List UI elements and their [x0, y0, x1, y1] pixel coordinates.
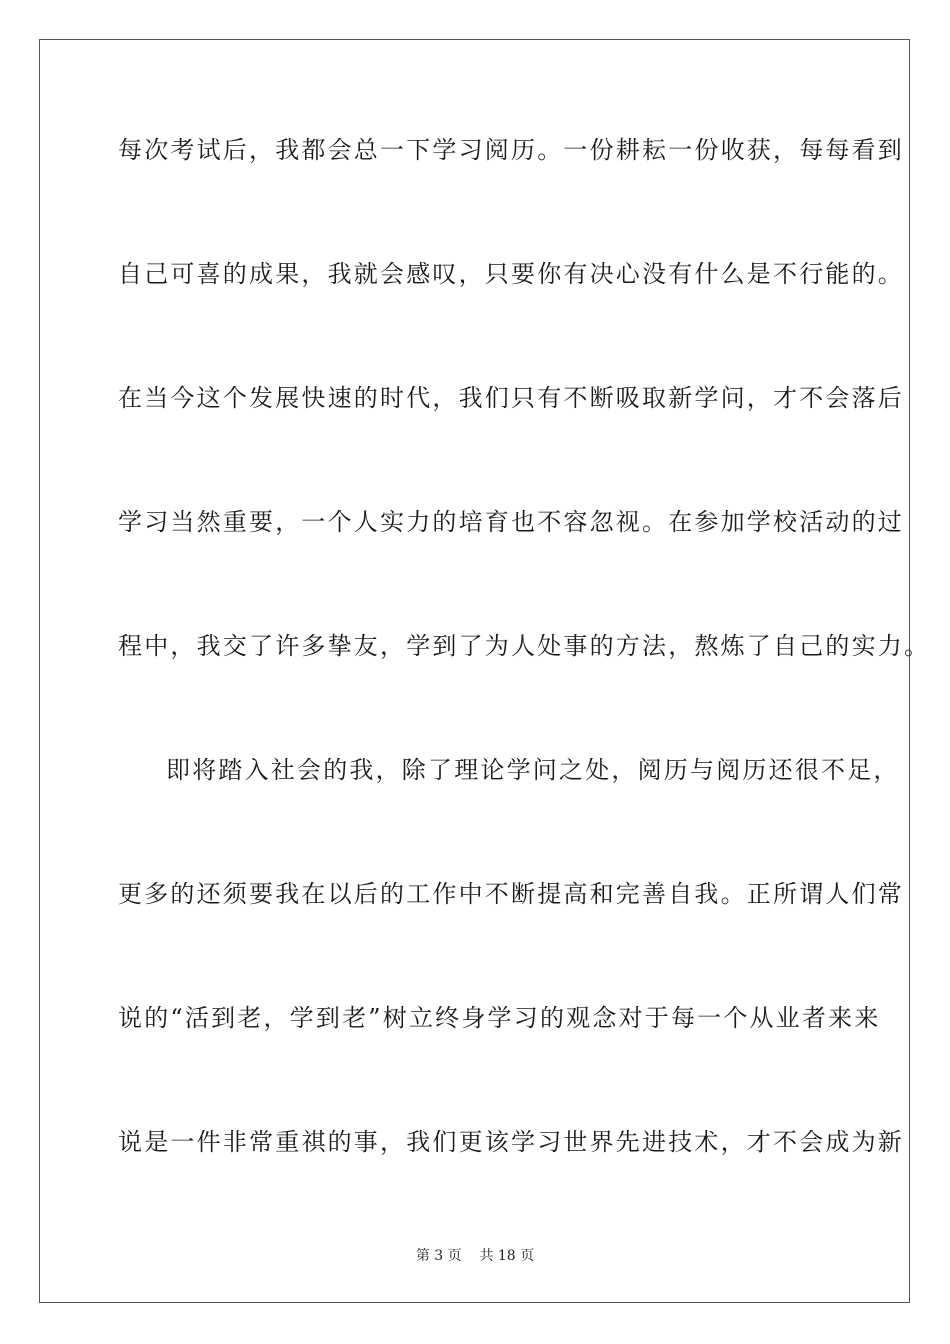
body-line-7: 更多的还须要我在以后的工作中不断提高和完善自我。正所谓人们常 [118, 880, 904, 908]
page-border [39, 39, 910, 1303]
body-line-5: 程中，我交了许多挚友，学到了为人处事的方法，熬炼了自己的实力。 [118, 632, 931, 660]
body-line-9: 说是一件非常重祺的事，我们更该学习世界先进技术，才不会成为新 [118, 1128, 904, 1156]
body-line-2: 自己可喜的成果，我就会感叹，只要你有决心没有什么是不行能的。 [118, 260, 904, 288]
page-footer [0, 1247, 950, 1265]
body-line-8: 说的“活到老，学到老”树立终身学习的观念对于每一个从业者来来 [118, 1004, 881, 1032]
body-line-1: 每次考试后，我都会总一下学习阅历。一份耕耘一份收获，每每看到 [118, 136, 904, 164]
body-line-6: 即将踏入社会的我，除了理论学问之处，阅历与阅历还很不足， [166, 756, 900, 784]
total-pages: 共 18 页 [479, 1248, 535, 1264]
body-line-4: 学习当然重要，一个人实力的培育也不容忽视。在参加学校活动的过 [118, 508, 904, 536]
page-number: 第 3 页 [415, 1248, 462, 1264]
body-line-3: 在当今这个发展快速的时代，我们只有不断吸取新学问，才不会落后 [118, 384, 904, 412]
